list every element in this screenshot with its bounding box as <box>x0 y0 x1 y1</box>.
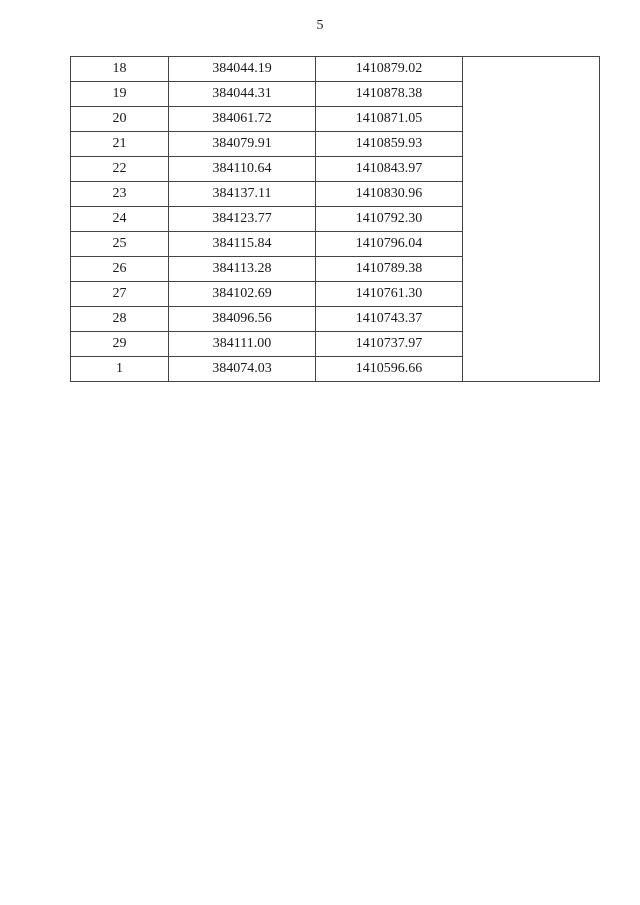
point-number-cell: 21 <box>71 132 169 157</box>
x-coordinate-cell: 384102.69 <box>169 282 316 307</box>
x-coordinate-cell: 384061.72 <box>169 107 316 132</box>
coordinates-table-body <box>71 57 600 382</box>
x-coordinate-cell: 384044.31 <box>169 82 316 107</box>
x-coordinate-cell: 384113.28 <box>169 257 316 282</box>
point-number-cell: 28 <box>71 307 169 332</box>
point-number-cell: 20 <box>71 107 169 132</box>
coordinates-table <box>70 56 600 382</box>
table-row <box>71 57 600 82</box>
point-number-cell: 27 <box>71 282 169 307</box>
page-number: 5 <box>316 18 324 33</box>
x-coordinate-cell: 384123.77 <box>169 207 316 232</box>
y-coordinate-cell: 1410859.93 <box>316 132 463 157</box>
y-coordinate-cell: 1410843.97 <box>316 157 463 182</box>
y-coordinate-cell: 1410878.38 <box>316 82 463 107</box>
x-coordinate-cell: 384044.19 <box>169 57 316 82</box>
y-coordinate-cell: 1410743.37 <box>316 307 463 332</box>
x-coordinate-cell: 384074.03 <box>169 357 316 382</box>
empty-merged-cell <box>463 57 600 382</box>
y-coordinate-cell: 1410737.97 <box>316 332 463 357</box>
point-number-cell: 25 <box>71 232 169 257</box>
y-coordinate-cell: 1410879.02 <box>316 57 463 82</box>
point-number-cell: 22 <box>71 157 169 182</box>
y-coordinate-cell: 1410830.96 <box>316 182 463 207</box>
x-coordinate-cell: 384079.91 <box>169 132 316 157</box>
y-coordinate-cell: 1410596.66 <box>316 357 463 382</box>
point-number-cell: 26 <box>71 257 169 282</box>
x-coordinate-cell: 384096.56 <box>169 307 316 332</box>
y-coordinate-cell: 1410871.05 <box>316 107 463 132</box>
point-number-cell: 18 <box>71 57 169 82</box>
point-number-cell: 24 <box>71 207 169 232</box>
point-number-cell: 29 <box>71 332 169 357</box>
y-coordinate-cell: 1410796.04 <box>316 232 463 257</box>
x-coordinate-cell: 384111.00 <box>169 332 316 357</box>
x-coordinate-cell: 384110.64 <box>169 157 316 182</box>
y-coordinate-cell: 1410761.30 <box>316 282 463 307</box>
x-coordinate-cell: 384115.84 <box>169 232 316 257</box>
point-number-cell: 19 <box>71 82 169 107</box>
y-coordinate-cell: 1410792.30 <box>316 207 463 232</box>
x-coordinate-cell: 384137.11 <box>169 182 316 207</box>
point-number-cell: 1 <box>71 357 169 382</box>
y-coordinate-cell: 1410789.38 <box>316 257 463 282</box>
point-number-cell: 23 <box>71 182 169 207</box>
